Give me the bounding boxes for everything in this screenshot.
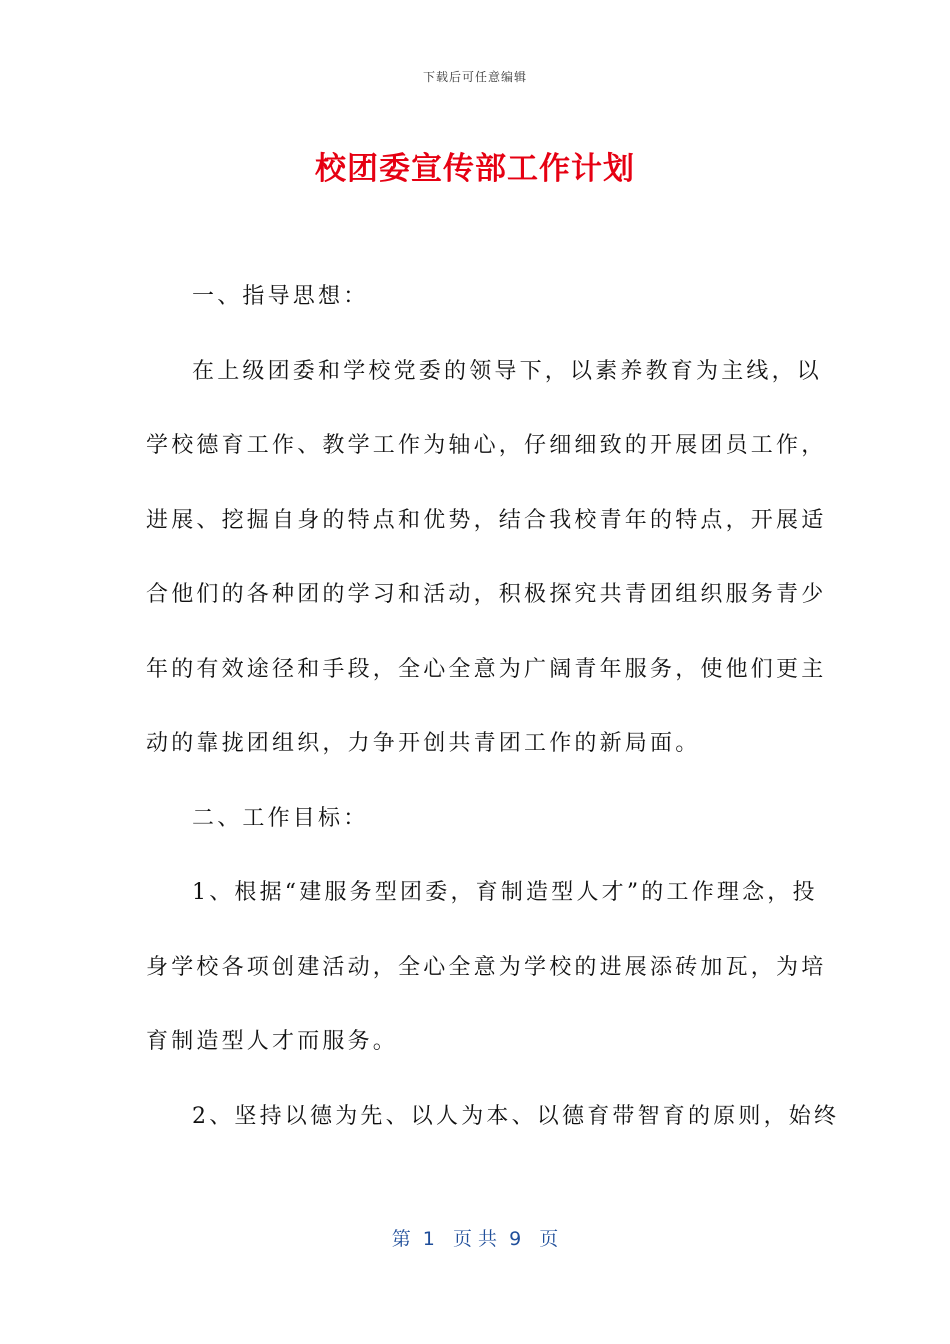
paragraph-line: 动的靠拢团组织，力争开创共青团工作的新局面。 (146, 731, 701, 756)
header-note: 下载后可任意编辑 (422, 70, 527, 84)
paragraph-line: 育制造型人才而服务。 (146, 1029, 399, 1054)
paragraph-line: 1、根据“建服务型团委，育制造型人才”的工作理念，投 (192, 880, 818, 905)
paragraph-line: 学校德育工作、教学工作为轴心，仔细细致的开展团员工作， (146, 433, 827, 458)
section-heading-2: 二、工作目标： (192, 805, 369, 831)
page-footer: 第 1 页 共 9 页 (391, 1228, 559, 1250)
section-heading-1: 一、指导思想： (192, 284, 369, 309)
paragraph-line: 2、坚持以德为先、以人为本、以德育带智育的原则，始终 (192, 1103, 840, 1129)
document-body (146, 278, 840, 1172)
paragraph-line: 合他们的各种团的学习和活动，积极探究共青团组织服务青少 (146, 582, 827, 607)
document-title: 校团委宣传部工作计划 (315, 151, 635, 187)
paragraph-line: 在上级团委和学校党委的领导下，以素养教育为主线，以 (192, 358, 823, 384)
paragraph-line: 身学校各项创建活动，全心全意为学校的进展添砖加瓦，为培 (146, 954, 827, 980)
paragraph-line: 进展、挖掘自身的特点和优势，结合我校青年的特点，开展适 (146, 507, 827, 533)
paragraph-line: 年的有效途径和手段，全心全意为广阔青年服务，使他们更主 (146, 656, 827, 682)
